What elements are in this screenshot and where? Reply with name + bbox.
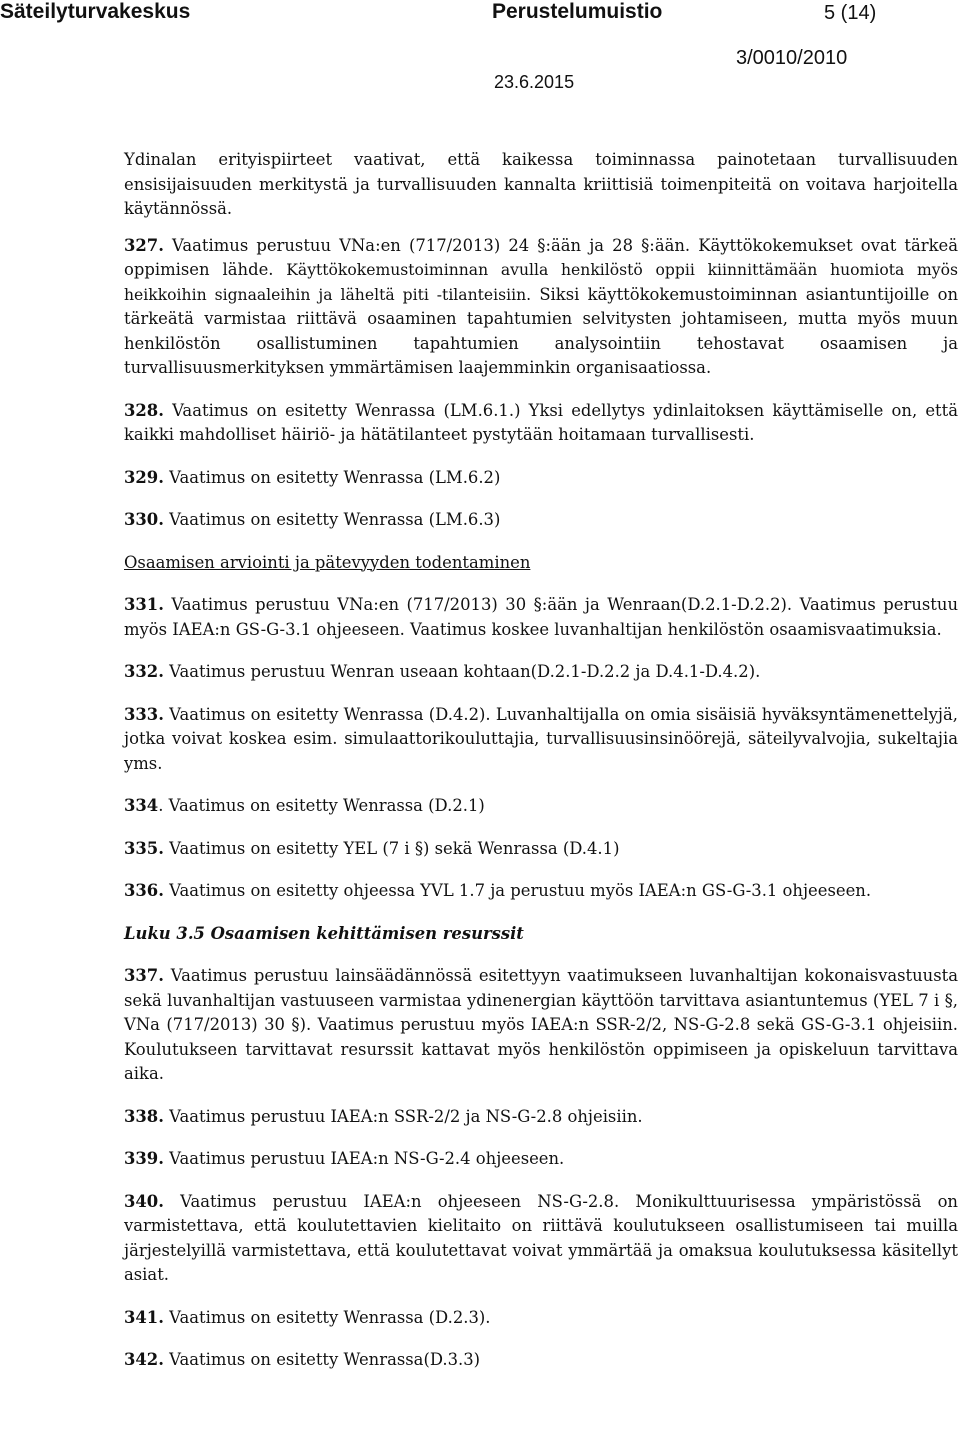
header-page-number: 5 (14) <box>824 2 877 24</box>
item-text: Vaatimus perustuu IAEA:n SSR-2/2 ja NS-G-2.8 ohjeisiin. <box>163 1106 643 1126</box>
item-text: Vaatimus on esitetty YEL (7 i §) sekä Wenrassa (D.4.1) <box>163 838 620 858</box>
item-342 <box>124 1348 958 1373</box>
item-330 <box>124 508 958 533</box>
item-number: 329. <box>124 467 164 487</box>
item-text: Vaatimus on esitetty Wenrassa (D.4.2). Luvanhaltijalla on omia sisäisiä hyväksyntämenettelyjä, jotka voivat koskea esim. simulaattorikouluttajia, turvallisuusinsinöörejä, säteilyvalvojia, sukeltajia yms. <box>124 704 958 773</box>
item-number: 327. <box>124 235 164 255</box>
item-331 <box>124 593 958 642</box>
item-328 <box>124 399 958 448</box>
item-text: Vaatimus on esitetty Wenrassa (D.2.3). <box>163 1307 491 1327</box>
section-subheading: Osaamisen arviointi ja pätevyyden todentaminen <box>124 552 531 572</box>
item-339 <box>124 1147 958 1172</box>
item-number: 333. <box>124 704 164 724</box>
item-text: Vaatimus perustuu Wenran useaan kohtaan(D.2.1-D.2.2 ja D.4.1-D.4.2). <box>163 662 761 681</box>
item-text: Vaatimus on esitetty Wenrassa (LM.6.2) <box>163 467 501 487</box>
item-text: Vaatimus perustuu VNa:en (717/2013) 24 §:ään ja 28 §:ään. Käyttökokemukset ovat tärkeä oppimisen lähde. <box>124 235 958 279</box>
item-329 <box>124 466 958 491</box>
item-text: Vaatimus perustuu lainsäädännössä esitettyyn vaatimukseen luvanhaltijan kokonaisvastuusta sekä luvanhaltijan vastuuseen varmistaa ydinenergian käyttöön tarvittava asiantuntemus (YEL 7 i §, VNa (717/2013) 30 §). Vaatimus perustuu myös IAEA:n SSR-2/2, NS-G-2.8 sekä GS-G-3.1 ohjeisiin. Koulutukseen tarvittavat resurssit kattavat myös henkilöstön oppimiseen ja opiskeluun tarvittava aika. <box>124 966 958 1083</box>
item-text: Vaatimus perustuu IAEA:n NS-G-2.4 ohjeeseen. <box>163 1149 565 1168</box>
item-text: Vaatimus on esitetty Wenrassa(D.3.3) <box>163 1350 481 1369</box>
header-date: 23.6.2015 <box>494 72 575 92</box>
item-text: Vaatimus perustuu VNa:en (717/2013) 30 §:ään ja Wenraan(D.2.1-D.2.2). Vaatimus perustuu myös IAEA:n GS-G-3.1 ohjeeseen. Vaatimus koskee luvanhaltijan henkilöstön osaamisvaatimuksia. <box>124 595 958 639</box>
item-335 <box>124 837 958 862</box>
item-number: 337. <box>124 966 164 985</box>
item-327 <box>124 234 958 381</box>
header-reference-number: 3/0010/2010 <box>736 47 848 69</box>
item-338 <box>124 1105 958 1130</box>
item-text: Vaatimus on esitetty Wenrassa (LM.6.1.) Yksi edellytys ydinlaitoksen käyttämiselle on, että kaikki mahdolliset häiriö- ja hätätilanteet pystytään hoitamaan turvallisesti. <box>124 400 958 444</box>
item-number: 330. <box>124 510 164 529</box>
item-text: . Vaatimus on esitetty Wenrassa (D.2.1) <box>158 796 485 815</box>
document-body <box>124 148 958 1373</box>
header-document-type: Perustelumuistio <box>492 0 663 23</box>
chapter-heading: Luku 3.5 Osaamisen kehittämisen resurssit <box>124 923 524 943</box>
item-number: 334 <box>124 796 159 815</box>
item-number: 341. <box>124 1307 164 1327</box>
item-text: Siksi käyttökokemustoiminnan asiantuntijoille on tärkeätä varmistaa riittävä osaaminen tapahtumien selvitysten johtamiseen, mutta myös muun henkilöstön osallistuminen tapahtumien analysointiin tehostavat osaamisen ja turvallisuusmerkityksen ymmärtämisen laajemminkin organisaatiossa. <box>124 284 958 377</box>
item-text: Vaatimus perustuu IAEA:n ohjeeseen NS-G-2.8. Monikulttuurisessa ympäristössä on varmistettava, että koulutettavien kielitaito on riittävä koulutukseen osallistumiseen tai muilla järjestelyillä varmistettava, että koulutettavat voivat ymmärtää ja omaksua koulutuksessa käsitellyt asiat. <box>124 1191 958 1284</box>
item-number: 340. <box>124 1191 164 1211</box>
item-number: 336. <box>124 881 164 900</box>
item-332 <box>124 660 958 685</box>
item-number: 331. <box>124 595 164 614</box>
item-number: 339. <box>124 1149 164 1168</box>
item-number: 328. <box>124 400 164 420</box>
item-number: 332. <box>124 662 164 681</box>
item-text-small: Käyttökokemustoiminnan avulla henkilöstö oppii kiinnittämään huomiota myös heikkoihin signaaleihin ja läheltä piti -tilanteisiin. <box>124 261 958 304</box>
header-organization: Säteilyturvakeskus <box>0 0 191 23</box>
item-number: 342. <box>124 1350 164 1369</box>
item-337 <box>124 964 958 1087</box>
item-336 <box>124 879 958 904</box>
item-number: 335. <box>124 838 164 858</box>
item-number: 338. <box>124 1106 164 1126</box>
item-334 <box>124 794 958 819</box>
item-text: Vaatimus on esitetty ohjeessa YVL 1.7 ja perustuu myös IAEA:n GS-G-3.1 ohjeeseen. <box>163 881 872 900</box>
item-333 <box>124 703 958 777</box>
intro-paragraph: Ydinalan erityispiirteet vaativat, että kaikessa toiminnassa painotetaan turvallisuuden ensisijaisuuden merkitystä ja turvallisuuden kannalta kriittisiä toimenpiteitä on voitava harjoitella käytännössä. <box>124 150 958 218</box>
item-text: Vaatimus on esitetty Wenrassa (LM.6.3) <box>163 510 501 529</box>
item-340 <box>124 1190 958 1288</box>
item-341 <box>124 1306 958 1331</box>
